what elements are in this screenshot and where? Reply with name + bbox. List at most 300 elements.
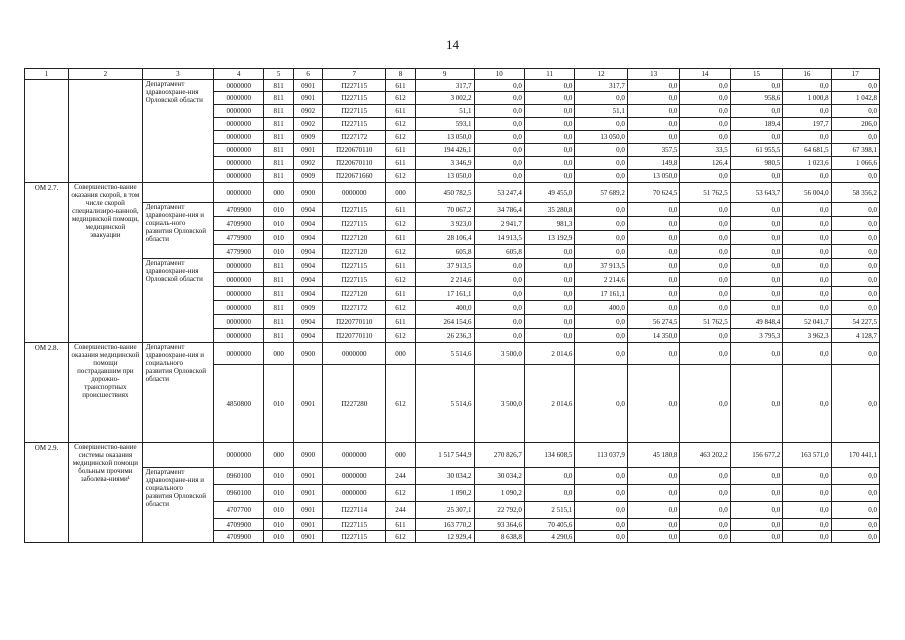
value-cell: 25 307,1 xyxy=(415,502,474,519)
value-cell: 0,0 xyxy=(680,329,730,343)
value-cell: 0000000 xyxy=(214,315,264,329)
value-cell: 811 xyxy=(264,329,293,343)
value-cell: 0,0 xyxy=(575,365,628,443)
value-cell: 0904 xyxy=(293,259,322,273)
value-cell: 0,0 xyxy=(627,92,680,105)
value-cell: 0,0 xyxy=(627,105,680,118)
value-cell: 0,0 xyxy=(524,301,574,315)
value-cell: 0,0 xyxy=(575,203,628,217)
header-cell-4: 4 xyxy=(214,69,264,80)
value-cell: 0902 xyxy=(293,118,322,131)
value-cell: 1 517 544,9 xyxy=(415,443,474,468)
header-cell-12: 12 xyxy=(575,69,628,80)
value-cell: 4709900 xyxy=(214,531,264,543)
value-cell: 270 826,7 xyxy=(474,443,524,468)
om-code: ОМ 2.7. xyxy=(25,183,69,343)
value-cell: 811 xyxy=(264,259,293,273)
value-cell: 0,0 xyxy=(680,259,730,273)
value-cell: 56 274,5 xyxy=(627,315,680,329)
value-cell: 612 xyxy=(386,485,415,502)
value-cell: 51 762,5 xyxy=(680,183,730,203)
value-cell: 51,1 xyxy=(575,105,628,118)
value-cell: 0900 xyxy=(293,443,322,468)
value-cell: 0904 xyxy=(293,287,322,301)
value-cell: 0,0 xyxy=(783,468,831,485)
value-cell: 980,5 xyxy=(730,157,783,170)
value-cell: 0,0 xyxy=(730,519,783,531)
value-cell: 0,0 xyxy=(730,531,783,543)
value-cell: 317,7 xyxy=(575,80,628,92)
value-cell: 2 214,6 xyxy=(415,273,474,287)
value-cell: 0,0 xyxy=(575,118,628,131)
value-cell: 612 xyxy=(386,273,415,287)
value-cell: 0,0 xyxy=(474,92,524,105)
value-cell: 0,0 xyxy=(474,118,524,131)
value-cell: 3 002,2 xyxy=(415,92,474,105)
header-cell-13: 13 xyxy=(627,69,680,80)
value-cell: 611 xyxy=(386,144,415,157)
value-cell: 0,0 xyxy=(474,273,524,287)
value-cell: 0,0 xyxy=(730,131,783,144)
value-cell: 0,0 xyxy=(831,105,879,118)
value-cell: 0,0 xyxy=(783,170,831,183)
value-cell: 0,0 xyxy=(831,485,879,502)
value-cell: 0,0 xyxy=(730,343,783,365)
value-cell: 0,0 xyxy=(783,273,831,287)
value-cell: 4709900 xyxy=(214,203,264,217)
value-cell: 2 941,7 xyxy=(474,217,524,231)
value-cell: 0,0 xyxy=(575,170,628,183)
header-cell-11: 11 xyxy=(524,69,574,80)
value-cell: 0000000 xyxy=(323,183,386,203)
value-cell: П227280 xyxy=(323,365,386,443)
value-cell: 156 677,2 xyxy=(730,443,783,468)
om-title: Совершенство-вание оказания медицинской помощи пострадавшим при дорожно-транспортных происшествиях xyxy=(69,343,143,443)
value-cell: 0,0 xyxy=(627,217,680,231)
header-cell-7: 7 xyxy=(323,69,386,80)
value-cell: 4 128,7 xyxy=(831,329,879,343)
value-cell: 0,0 xyxy=(831,203,879,217)
value-cell: 67 398,1 xyxy=(831,144,879,157)
value-cell: П227172 xyxy=(323,131,386,144)
value-cell: 317,7 xyxy=(415,80,474,92)
value-cell: П227115 xyxy=(323,519,386,531)
value-cell: 70 405,6 xyxy=(524,519,574,531)
value-cell: 0000000 xyxy=(323,343,386,365)
value-cell: 163 571,0 xyxy=(783,443,831,468)
value-cell: 0000000 xyxy=(214,183,264,203)
value-cell: 0,0 xyxy=(831,531,879,543)
value-cell: 4850800 xyxy=(214,365,264,443)
value-cell: 0,0 xyxy=(730,259,783,273)
value-cell: 12 929,4 xyxy=(415,531,474,543)
value-cell: 612 xyxy=(386,92,415,105)
value-cell: 0000000 xyxy=(323,443,386,468)
header-cell-3: 3 xyxy=(142,69,213,80)
value-cell: 0,0 xyxy=(730,203,783,217)
value-cell: 0904 xyxy=(293,329,322,343)
value-cell: 0,0 xyxy=(680,231,730,245)
value-cell: 0,0 xyxy=(575,157,628,170)
header-cell-17: 17 xyxy=(831,69,879,80)
value-cell: 49 455,0 xyxy=(524,183,574,203)
value-cell: 0,0 xyxy=(627,259,680,273)
value-cell: 0,0 xyxy=(730,105,783,118)
value-cell: 0901 xyxy=(293,80,322,92)
value-cell: 0000000 xyxy=(214,105,264,118)
value-cell: 010 xyxy=(264,245,293,259)
value-cell: 28 106,4 xyxy=(415,231,474,245)
header-row xyxy=(25,69,880,80)
value-cell: 0,0 xyxy=(831,287,879,301)
value-cell: 811 xyxy=(264,287,293,301)
value-cell: 811 xyxy=(264,144,293,157)
value-cell: 958,6 xyxy=(730,92,783,105)
value-cell: 0,0 xyxy=(524,170,574,183)
table-row xyxy=(25,343,880,365)
value-cell: 0,0 xyxy=(474,329,524,343)
table-row xyxy=(25,443,880,468)
value-cell: 0,0 xyxy=(627,245,680,259)
value-cell: 134 608,5 xyxy=(524,443,574,468)
value-cell: 0,0 xyxy=(474,315,524,329)
value-cell: 0901 xyxy=(293,485,322,502)
value-cell: 0,0 xyxy=(474,157,524,170)
value-cell: 0,0 xyxy=(680,131,730,144)
value-cell: 0,0 xyxy=(783,365,831,443)
value-cell: 170 441,1 xyxy=(831,443,879,468)
value-cell: 2 014,6 xyxy=(524,343,574,365)
value-cell: 2 214,6 xyxy=(575,273,628,287)
value-cell: 593,1 xyxy=(415,118,474,131)
value-cell: 22 792,0 xyxy=(474,502,524,519)
value-cell: 0,0 xyxy=(831,131,879,144)
value-cell: 0,0 xyxy=(524,329,574,343)
value-cell: 605,8 xyxy=(474,245,524,259)
header-cell-9: 9 xyxy=(415,69,474,80)
value-cell: 0,0 xyxy=(680,531,730,543)
value-cell: 4 290,6 xyxy=(524,531,574,543)
value-cell: 0,0 xyxy=(831,468,879,485)
value-cell: 13 050,0 xyxy=(415,170,474,183)
value-cell: 0,0 xyxy=(680,485,730,502)
value-cell: 0000000 xyxy=(214,259,264,273)
value-cell: 14 913,5 xyxy=(474,231,524,245)
value-cell: П227115 xyxy=(323,80,386,92)
value-cell: 0,0 xyxy=(783,287,831,301)
value-cell: 0,0 xyxy=(783,343,831,365)
value-cell: 1 023,6 xyxy=(783,157,831,170)
value-cell: 0000000 xyxy=(214,329,264,343)
value-cell: 611 xyxy=(386,519,415,531)
value-cell: 0902 xyxy=(293,157,322,170)
header-cell-14: 14 xyxy=(680,69,730,80)
value-cell: 0000000 xyxy=(214,157,264,170)
value-cell: 811 xyxy=(264,118,293,131)
value-cell: 0,0 xyxy=(575,217,628,231)
value-cell: 0904 xyxy=(293,273,322,287)
value-cell: 0,0 xyxy=(730,231,783,245)
value-cell: 0,0 xyxy=(627,203,680,217)
value-cell: 0,0 xyxy=(474,144,524,157)
value-cell: 4779900 xyxy=(214,231,264,245)
value-cell: 30 034,2 xyxy=(415,468,474,485)
om-title: Совершенство-вание оказания скорой, в том числе скорой специализиро-ванной, медицинской помощи, медицинской эвакуации xyxy=(69,183,143,343)
value-cell: 463 202,2 xyxy=(680,443,730,468)
value-cell: 0900 xyxy=(293,183,322,203)
value-cell: 0,0 xyxy=(575,531,628,543)
value-cell: 450 782,5 xyxy=(415,183,474,203)
value-cell: П220670110 xyxy=(323,157,386,170)
value-cell: 0000000 xyxy=(214,92,264,105)
value-cell: 611 xyxy=(386,80,415,92)
value-cell: 0,0 xyxy=(474,259,524,273)
value-cell: 000 xyxy=(386,443,415,468)
department-cell: Департамент здравоохране-ния и социаль-ного развития Орловской области xyxy=(142,203,213,259)
value-cell: 189,4 xyxy=(730,118,783,131)
om-title xyxy=(69,80,143,183)
value-cell: 010 xyxy=(264,531,293,543)
value-cell: 51,1 xyxy=(415,105,474,118)
header-cell-10: 10 xyxy=(474,69,524,80)
value-cell: 0,0 xyxy=(730,245,783,259)
value-cell: 4779900 xyxy=(214,245,264,259)
value-cell: П227115 xyxy=(323,118,386,131)
value-cell: 611 xyxy=(386,287,415,301)
value-cell: 811 xyxy=(264,92,293,105)
value-cell: 611 xyxy=(386,231,415,245)
value-cell: 010 xyxy=(264,231,293,245)
value-cell: 611 xyxy=(386,259,415,273)
value-cell: 811 xyxy=(264,105,293,118)
value-cell: 0,0 xyxy=(783,105,831,118)
value-cell: 0,0 xyxy=(680,273,730,287)
value-cell: 126,4 xyxy=(680,157,730,170)
value-cell: 1 090,2 xyxy=(415,485,474,502)
value-cell: 0,0 xyxy=(680,170,730,183)
value-cell: 0,0 xyxy=(575,329,628,343)
value-cell: 0,0 xyxy=(575,245,628,259)
value-cell: 0,0 xyxy=(680,365,730,443)
value-cell: П227172 xyxy=(323,301,386,315)
value-cell: 0,0 xyxy=(524,144,574,157)
value-cell: 0900 xyxy=(293,343,322,365)
value-cell: 0,0 xyxy=(730,273,783,287)
value-cell: 206,0 xyxy=(831,118,879,131)
value-cell: 811 xyxy=(264,80,293,92)
value-cell: 0000000 xyxy=(214,80,264,92)
budget-table xyxy=(24,68,880,543)
value-cell: 1 000,8 xyxy=(783,92,831,105)
value-cell: 612 xyxy=(386,365,415,443)
value-cell: 0,0 xyxy=(680,502,730,519)
department-cell xyxy=(142,443,213,468)
value-cell: 0,0 xyxy=(680,80,730,92)
value-cell: 0,0 xyxy=(575,468,628,485)
value-cell: 0,0 xyxy=(524,131,574,144)
value-cell: 0909 xyxy=(293,131,322,144)
header-cell-2: 2 xyxy=(69,69,143,80)
value-cell: 000 xyxy=(264,183,293,203)
value-cell: 0901 xyxy=(293,144,322,157)
value-cell: П227115 xyxy=(323,217,386,231)
value-cell: 010 xyxy=(264,468,293,485)
department-cell: Департамент здравоохране-ния Орловской области xyxy=(142,259,213,343)
value-cell: 0904 xyxy=(293,217,322,231)
value-cell: 0,0 xyxy=(474,287,524,301)
department-cell xyxy=(142,183,213,203)
value-cell: 611 xyxy=(386,105,415,118)
value-cell: 3 923,0 xyxy=(415,217,474,231)
table-row xyxy=(25,183,880,203)
value-cell: П227115 xyxy=(323,203,386,217)
value-cell: 0,0 xyxy=(783,531,831,543)
value-cell: 0,0 xyxy=(730,502,783,519)
value-cell: 0,0 xyxy=(627,468,680,485)
value-cell: 57 689,2 xyxy=(575,183,628,203)
value-cell: 244 xyxy=(386,502,415,519)
table-row xyxy=(25,259,880,273)
om-code: ОМ 2.9. xyxy=(25,443,69,543)
value-cell: 0,0 xyxy=(680,105,730,118)
value-cell: 612 xyxy=(386,170,415,183)
value-cell: 0,0 xyxy=(680,343,730,365)
value-cell: 0,0 xyxy=(474,80,524,92)
value-cell: 0,0 xyxy=(783,502,831,519)
value-cell: 357,5 xyxy=(627,144,680,157)
value-cell: 1 066,6 xyxy=(831,157,879,170)
value-cell: 0,0 xyxy=(831,519,879,531)
header-cell-16: 16 xyxy=(783,69,831,80)
value-cell: 4709900 xyxy=(214,519,264,531)
value-cell: 0909 xyxy=(293,170,322,183)
value-cell: 264 154,6 xyxy=(415,315,474,329)
value-cell: 3 500,0 xyxy=(474,343,524,365)
value-cell: 0,0 xyxy=(474,170,524,183)
value-cell: 611 xyxy=(386,157,415,170)
value-cell: 000 xyxy=(386,343,415,365)
value-cell: 811 xyxy=(264,273,293,287)
value-cell: 0000000 xyxy=(214,131,264,144)
value-cell: 0,0 xyxy=(524,315,574,329)
value-cell: 0000000 xyxy=(323,468,386,485)
value-cell: 000 xyxy=(264,343,293,365)
value-cell: 612 xyxy=(386,131,415,144)
value-cell: 0,0 xyxy=(783,203,831,217)
value-cell: 0,0 xyxy=(474,105,524,118)
value-cell: 0,0 xyxy=(474,131,524,144)
value-cell: 0,0 xyxy=(783,217,831,231)
value-cell: П227115 xyxy=(323,531,386,543)
value-cell: 0,0 xyxy=(474,301,524,315)
value-cell: П227115 xyxy=(323,259,386,273)
value-cell: 0902 xyxy=(293,105,322,118)
value-cell: 010 xyxy=(264,365,293,443)
value-cell: П220671660 xyxy=(323,170,386,183)
value-cell: 3 962,3 xyxy=(783,329,831,343)
value-cell: 0,0 xyxy=(680,301,730,315)
value-cell: 0,0 xyxy=(730,485,783,502)
value-cell: 0,0 xyxy=(524,105,574,118)
value-cell: 0,0 xyxy=(730,365,783,443)
value-cell: 000 xyxy=(264,443,293,468)
value-cell: 0000000 xyxy=(323,485,386,502)
value-cell: 4707700 xyxy=(214,502,264,519)
value-cell: 811 xyxy=(264,301,293,315)
value-cell: 0,0 xyxy=(730,217,783,231)
value-cell: 981,3 xyxy=(524,217,574,231)
value-cell: 0000000 xyxy=(214,170,264,183)
value-cell: 0,0 xyxy=(831,80,879,92)
value-cell: 605,8 xyxy=(415,245,474,259)
value-cell: 612 xyxy=(386,217,415,231)
value-cell: 0,0 xyxy=(680,118,730,131)
value-cell: 0,0 xyxy=(524,485,574,502)
value-cell: 37 913,5 xyxy=(415,259,474,273)
value-cell: 811 xyxy=(264,170,293,183)
value-cell: 0,0 xyxy=(680,217,730,231)
value-cell: 34 786,4 xyxy=(474,203,524,217)
value-cell: 0000000 xyxy=(214,118,264,131)
value-cell: 400,0 xyxy=(575,301,628,315)
value-cell: 0904 xyxy=(293,245,322,259)
value-cell: 0,0 xyxy=(524,80,574,92)
value-cell: 0,0 xyxy=(831,170,879,183)
value-cell: 0,0 xyxy=(524,157,574,170)
value-cell: 1 090,2 xyxy=(474,485,524,502)
value-cell: 0,0 xyxy=(730,287,783,301)
value-cell: 244 xyxy=(386,468,415,485)
value-cell: 0901 xyxy=(293,92,322,105)
value-cell: 54 227,5 xyxy=(831,315,879,329)
table-row xyxy=(25,80,880,92)
value-cell: П227114 xyxy=(323,502,386,519)
value-cell: П220670110 xyxy=(323,144,386,157)
value-cell: 010 xyxy=(264,217,293,231)
value-cell: 0,0 xyxy=(627,273,680,287)
value-cell: 0,0 xyxy=(831,245,879,259)
value-cell: 611 xyxy=(386,315,415,329)
value-cell: 0,0 xyxy=(575,144,628,157)
value-cell: 0,0 xyxy=(730,80,783,92)
value-cell: 149,8 xyxy=(627,157,680,170)
value-cell: 000 xyxy=(386,183,415,203)
value-cell: 0,0 xyxy=(730,468,783,485)
value-cell: 0,0 xyxy=(783,485,831,502)
value-cell: 0,0 xyxy=(575,343,628,365)
value-cell: 0,0 xyxy=(524,92,574,105)
value-cell: П227120 xyxy=(323,231,386,245)
header-cell-5: 5 xyxy=(264,69,293,80)
value-cell: 0960100 xyxy=(214,485,264,502)
value-cell: 37 913,5 xyxy=(575,259,628,273)
value-cell: 53 643,7 xyxy=(730,183,783,203)
value-cell: 0,0 xyxy=(680,287,730,301)
om-code xyxy=(25,80,69,183)
value-cell: 163 770,2 xyxy=(415,519,474,531)
value-cell: 0901 xyxy=(293,468,322,485)
value-cell: 0,0 xyxy=(680,468,730,485)
value-cell: 0,0 xyxy=(627,343,680,365)
value-cell: 0,0 xyxy=(575,485,628,502)
value-cell: 0,0 xyxy=(730,301,783,315)
value-cell: 0,0 xyxy=(627,365,680,443)
value-cell: П227120 xyxy=(323,287,386,301)
value-cell: 0,0 xyxy=(575,502,628,519)
value-cell: 0,0 xyxy=(524,273,574,287)
value-cell: 58 356,2 xyxy=(831,183,879,203)
value-cell: 26 236,3 xyxy=(415,329,474,343)
